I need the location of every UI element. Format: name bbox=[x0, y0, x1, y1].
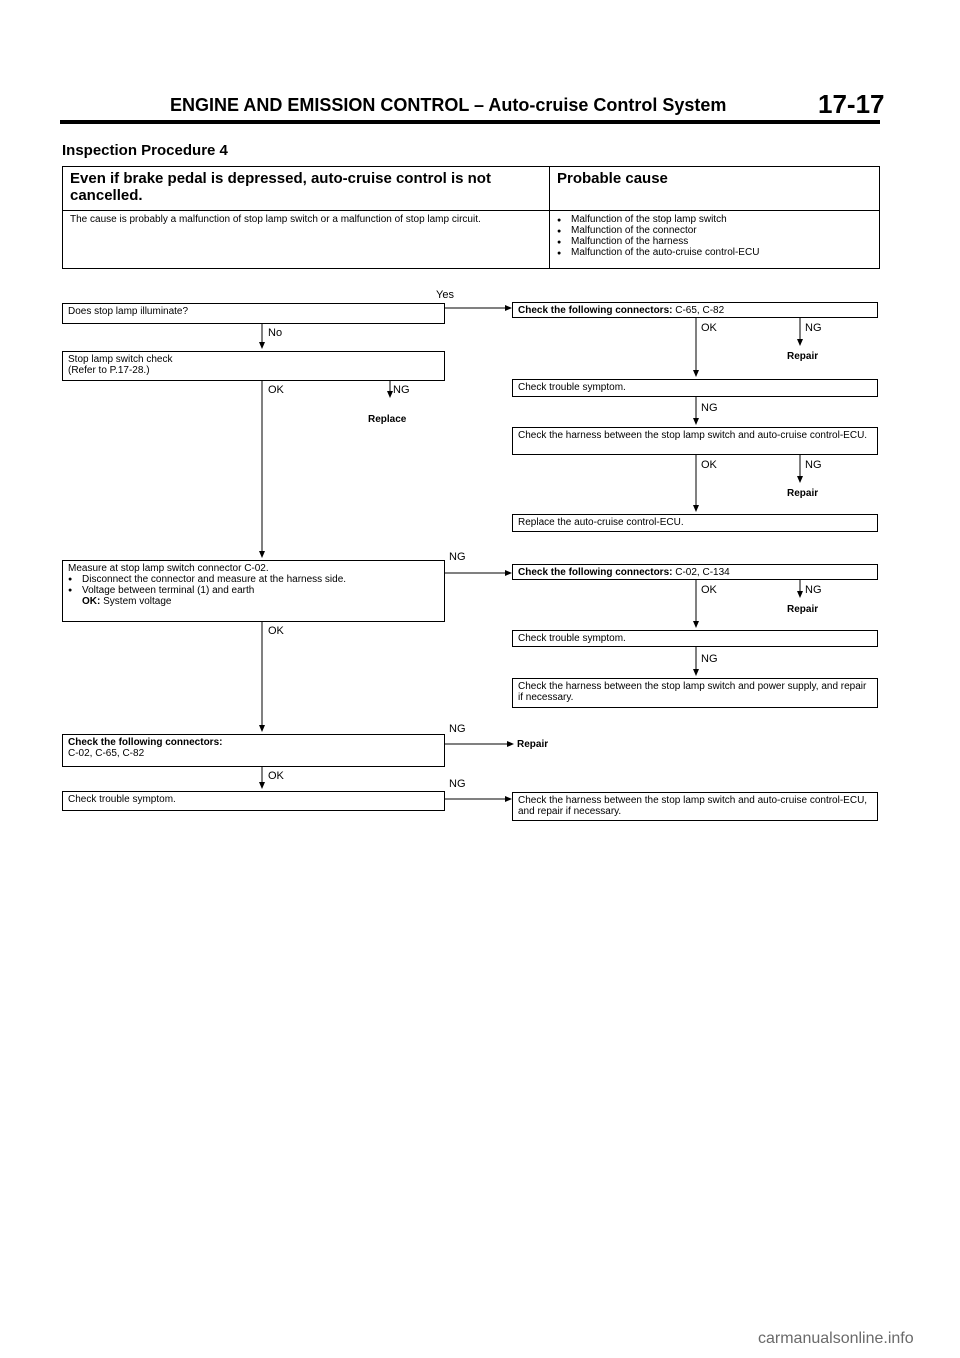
measure-bullet1-text: Disconnect the connector and measure at the harness side. bbox=[82, 574, 347, 585]
r2-rest: C-02, C-134 bbox=[675, 567, 730, 578]
ok-label: OK bbox=[701, 584, 717, 596]
repair-label: Repair bbox=[787, 488, 819, 499]
ng-label: NG bbox=[449, 778, 466, 790]
ng-label: NG bbox=[393, 384, 410, 396]
ng-label: NG bbox=[449, 723, 466, 735]
repair-label: Repair bbox=[517, 739, 549, 750]
ok-label: OK bbox=[268, 770, 284, 782]
ng-label: NG bbox=[805, 322, 822, 334]
measure-bullet2-text: Voltage between terminal (1) and earth bbox=[82, 585, 255, 596]
measure-ok-line bbox=[68, 596, 439, 607]
section-title: ENGINE AND EMISSION CONTROL bbox=[170, 95, 470, 115]
stop-lamp-switch-check-box bbox=[62, 351, 445, 381]
connectors-check-box-1 bbox=[512, 302, 878, 318]
trouble-symptom-box-2: Check trouble symptom. bbox=[512, 630, 878, 647]
replace-label: Replace bbox=[368, 414, 407, 425]
trouble-symptom-box-1: Check trouble symptom. bbox=[512, 379, 878, 397]
measure-line1: Measure at stop lamp switch connector C-02. bbox=[68, 563, 269, 574]
connectors-check-box-left bbox=[62, 734, 445, 767]
ok-label: OK bbox=[268, 625, 284, 637]
ok-label: OK bbox=[268, 384, 284, 396]
procedure-title: Inspection Procedure 4 bbox=[62, 142, 228, 159]
measure-bullet1: ● Disconnect the connector and measure at the harness side. bbox=[68, 574, 347, 585]
conn3-line1: Check the following connectors: bbox=[68, 737, 223, 748]
ng-label: NG bbox=[449, 551, 466, 563]
r1-rest: C-65, C-82 bbox=[675, 305, 725, 316]
r1-bold: Check the following connectors: bbox=[518, 305, 673, 316]
watermark: carmanualsonline.info bbox=[758, 1330, 914, 1347]
ng-label: NG bbox=[701, 402, 718, 414]
description-cell: The cause is probably a malfunction of stop lamp switch or a malfunction of stop lamp circuit. bbox=[63, 211, 550, 269]
header-dash: – bbox=[474, 95, 485, 115]
measure-ok-label: OK: bbox=[82, 596, 101, 607]
measure-bullet2: ● Voltage between terminal (1) and earth bbox=[68, 585, 255, 596]
cause-item: ● Malfunction of the stop lamp switch bbox=[557, 214, 872, 225]
r2-bold: Check the following connectors: bbox=[518, 567, 673, 578]
ok-label: OK bbox=[701, 322, 717, 334]
replace-ecu-box: Replace the auto-cruise control-ECU. bbox=[512, 514, 878, 532]
page-number: 17-17 bbox=[818, 89, 885, 119]
ng-label: NG bbox=[805, 584, 822, 596]
section-subtitle: Auto-cruise Control System bbox=[488, 95, 727, 115]
repair-label: Repair bbox=[787, 604, 819, 615]
measure-ok-value: System voltage bbox=[103, 596, 172, 607]
measure-box bbox=[62, 560, 445, 622]
repair-label: Repair bbox=[787, 351, 819, 362]
switch-check-line1: Stop lamp switch check bbox=[68, 354, 173, 365]
switch-check-line2: (Refer to P.17-28.) bbox=[68, 365, 150, 376]
harness-check-box-3: Check the harness between the stop lamp switch and auto-cruise control-ECU, and repair if necessary. bbox=[512, 792, 878, 821]
cause-item: ● Malfunction of the connector bbox=[557, 225, 872, 236]
conn3-line2: C-02, C-65, C-82 bbox=[68, 748, 145, 759]
harness-check-box-1: Check the harness between the stop lamp switch and auto-cruise control-ECU. bbox=[512, 427, 878, 455]
connectors-check-box-2 bbox=[512, 564, 878, 580]
cause-heading: Probable cause bbox=[550, 167, 880, 211]
ok-label: OK bbox=[701, 459, 717, 471]
cause-item: ● Malfunction of the harness bbox=[557, 236, 872, 247]
ng-label: NG bbox=[805, 459, 822, 471]
harness-check-box-2: Check the harness between the stop lamp switch and power supply, and repair if necessary. bbox=[512, 678, 878, 708]
trouble-symptom-box-left: Check trouble symptom. bbox=[62, 791, 445, 811]
cause-item: ● Malfunction of the auto-cruise control-ECU bbox=[557, 247, 872, 258]
q-stop-lamp-illuminate: Does stop lamp illuminate? bbox=[62, 303, 445, 324]
symptom-cell: Even if brake pedal is depressed, auto-cruise control is not cancelled. bbox=[63, 167, 550, 211]
yes-label: Yes bbox=[436, 289, 454, 301]
ng-label: NG bbox=[701, 653, 718, 665]
no-label: No bbox=[268, 327, 283, 339]
